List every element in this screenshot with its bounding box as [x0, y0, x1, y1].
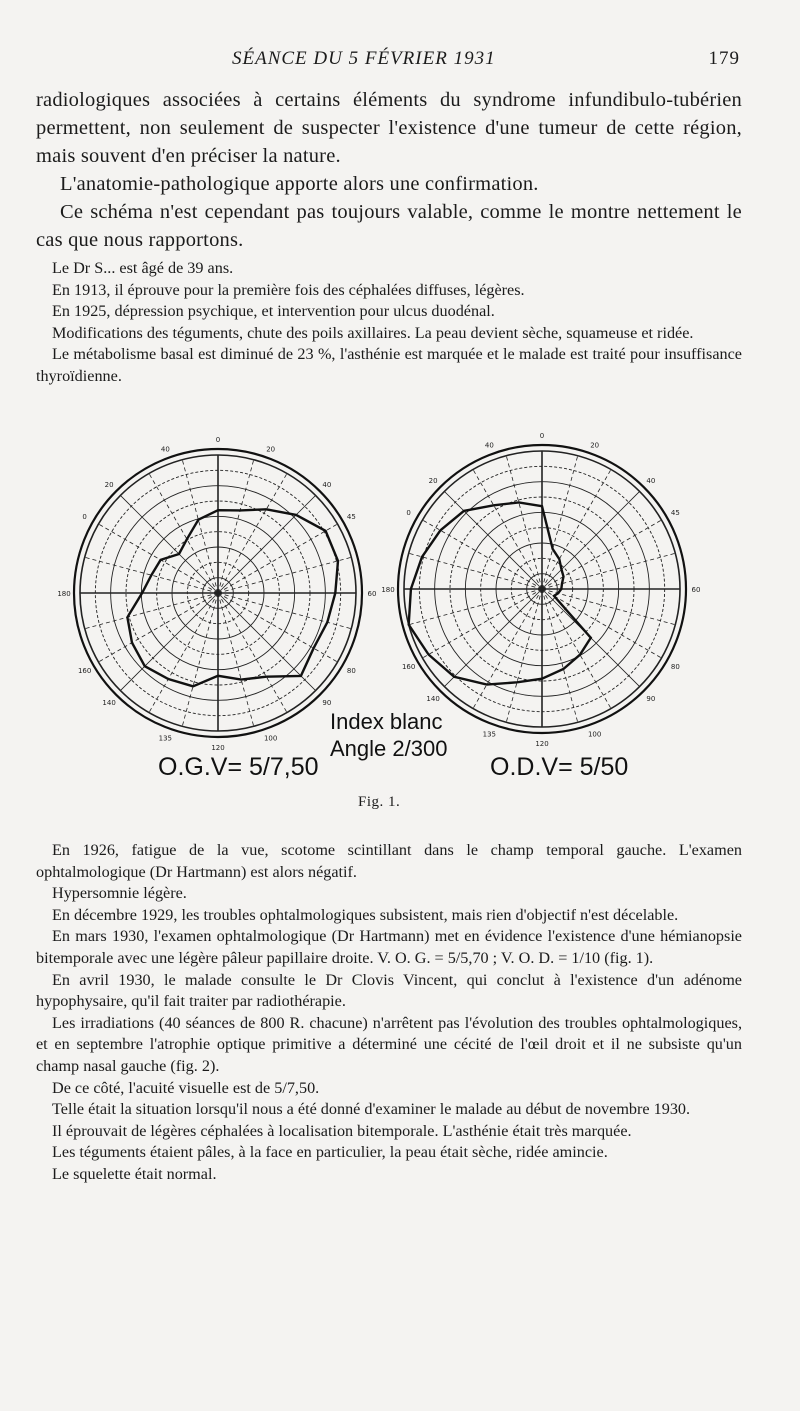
right-eye-angle-tick-label: 0: [539, 432, 545, 440]
right-eye-acuity-label: O.D.V= 5/50: [490, 753, 629, 781]
page-number: 179: [708, 48, 740, 69]
right-eye-angle-tick-label: 40: [646, 477, 656, 486]
paragraph: De ce côté, l'acuité visuelle est de 5/7,50.: [52, 1078, 320, 1097]
left-eye-angle-tick-label: 135: [158, 734, 173, 743]
left-eye-angle-tick-label: 80: [346, 667, 356, 675]
paragraph: L'anatomie-pathologique apporte alors une confirmation.: [60, 173, 539, 195]
left-eye-angle-tick-label: 40: [322, 481, 332, 490]
left-eye-angle-tick-label: 45: [346, 513, 356, 521]
paragraph: En 1913, il éprouve pour la première fois des céphalées diffuses, légères.: [52, 280, 525, 299]
left-eye-angle-tick-label: 60: [367, 590, 377, 598]
paragraph: radiologiques associées à certains éléments du syndrome infundibulo-tubérien permettent, non seulement de suspecter l'existence d'une tumeur de cette région, mais souvent d'en préciser la nature.: [36, 89, 742, 167]
left-eye-meridian: [218, 460, 254, 593]
figure-caption: Fig. 1.: [358, 794, 401, 810]
left-eye-angle-tick-label: 20: [266, 445, 276, 454]
right-eye-meridian: [409, 553, 542, 589]
left-eye-meridian: [120, 495, 218, 593]
left-eye-meridian: [218, 593, 254, 726]
intro-text: [36, 86, 742, 254]
right-eye-meridian: [542, 589, 578, 722]
paragraph: En 1925, dépression psychique, et intervention pour ulcus duodénal.: [52, 302, 495, 320]
right-eye-meridian: [542, 456, 578, 589]
angle-label: Angle 2/300: [330, 736, 448, 761]
left-eye-angle-tick-label: 100: [263, 734, 278, 743]
right-eye-meridian: [542, 491, 640, 589]
paragraph: En décembre 1929, les troubles ophtalmologiques subsistent, mais rien d'objectif n'est décelable.: [52, 905, 679, 924]
right-eye-angle-tick-label: 40: [484, 441, 494, 450]
right-eye-meridian: [542, 589, 675, 625]
left-eye-angle-tick-label: 120: [211, 744, 225, 752]
running-head-title: SÉANCE DU 5 FÉVRIER 1931: [232, 48, 496, 69]
left-eye-angle-tick-label: 0: [82, 513, 87, 521]
right-eye-angle-tick-label: 90: [646, 694, 656, 703]
paragraph: En 1926, fatigue de la vue, scotome scintillant dans le champ temporal gauche. L'examen ophtalmologique (Dr Hartmann) est alors négatif.: [36, 841, 742, 881]
paragraph: Il éprouvait de légères céphalées à localisation bitemporale. L'asthénie était très marquée.: [52, 1121, 632, 1140]
visual-field-figure: [57, 425, 750, 805]
paragraph: Telle était la situation lorsqu'il nous a été donné d'examiner le malade au début de novembre 1930.: [52, 1100, 691, 1119]
right-eye-angle-tick-label: 20: [590, 441, 600, 450]
right-eye-angle-tick-label: 135: [482, 730, 497, 739]
left-eye-angle-tick-label: 90: [322, 698, 332, 707]
left-eye-acuity-label: O.G.V= 5/7,50: [158, 753, 319, 781]
left-eye-angle-tick-label: 40: [160, 445, 170, 454]
left-eye-meridian: [218, 557, 351, 593]
paragraph: Les téguments étaient pâles, à la face en particulier, la peau était sèche, ridée amincie.: [52, 1143, 608, 1162]
right-eye-field-outline: [409, 502, 591, 684]
paragraph: Hypersomnie légère.: [52, 884, 187, 903]
left-eye-angle-tick-label: 140: [102, 698, 116, 707]
paragraph: Le Dr S... est âgé de 39 ans.: [52, 259, 234, 277]
left-eye-meridian: [182, 593, 218, 726]
right-eye-angle-tick-label: 160: [401, 663, 416, 671]
paragraph: Le squelette était normal.: [52, 1164, 217, 1183]
index-label: Index blanc: [330, 709, 443, 734]
right-eye-angle-tick-label: 45: [670, 509, 680, 517]
right-eye-angle-tick-label: 0: [406, 509, 411, 517]
paragraph: En mars 1930, l'examen ophtalmologique (Dr Hartmann) met en évidence l'existence d'une hémianopsie bitemporale avec une légère pâleur papillaire droite. V. O. G. = 5/5,70 ; V. O. D. = 1/10 (fig. 1).: [36, 927, 742, 967]
right-eye-angle-tick-label: 120: [535, 740, 549, 748]
index-angle-label: [330, 708, 447, 762]
right-eye-meridian: [506, 589, 542, 722]
right-eye-angle-tick-label: 140: [426, 694, 440, 703]
case-history-text: [36, 258, 742, 387]
paragraph: Les irradiations (40 séances de 800 R. chacune) n'arrêtent pas l'évolution des troubles ophtalmologiques, et en septembre l'atrophie optique primitive a déterminé une cécité de l'œil droit et il ne subsiste qu'un champ nasal gauche (fig. 2).: [36, 1013, 742, 1075]
right-eye-meridian: [444, 589, 542, 687]
right-eye-angle-tick-label: 100: [587, 730, 602, 739]
right-eye-angle-tick-label: 20: [428, 477, 438, 486]
paragraph: En avril 1930, le malade consulte le Dr Clovis Vincent, qui conclut à l'existence d'un adénome hypophysaire, qu'il fait traiter par radiothérapie.: [36, 970, 742, 1011]
paragraph: Le métabolisme basal est diminué de 23 %, l'asthénie est marquée et le malade est traité pour insuffisance thyroïdienne.: [36, 345, 742, 385]
right-eye-angle-tick-label: 80: [670, 663, 680, 671]
left-eye-angle-tick-label: 20: [104, 481, 114, 490]
paragraph: Modifications des téguments, chute des poils axillaires. La peau devient sèche, squameuse et ridée.: [52, 323, 694, 342]
left-eye-angle-tick-label: 0: [215, 436, 221, 444]
paragraph: Ce schéma n'est cependant pas toujours valable, comme le montre nettement le cas que nous rapportons.: [36, 201, 742, 251]
right-eye-angle-tick-label: 180: [381, 586, 395, 594]
right-eye-angle-tick-label: 60: [691, 586, 701, 594]
left-eye-angle-tick-label: 160: [77, 667, 92, 675]
right-eye-meridian: [506, 456, 542, 589]
running-head: [232, 48, 752, 70]
left-eye-angle-tick-label: 180: [57, 590, 71, 598]
left-eye-meridian: [182, 460, 218, 593]
right-eye-meridian: [409, 589, 542, 625]
left-eye-meridian: [120, 593, 218, 691]
left-eye-meridian: [85, 593, 218, 629]
case-continuation-text: [36, 840, 742, 1186]
